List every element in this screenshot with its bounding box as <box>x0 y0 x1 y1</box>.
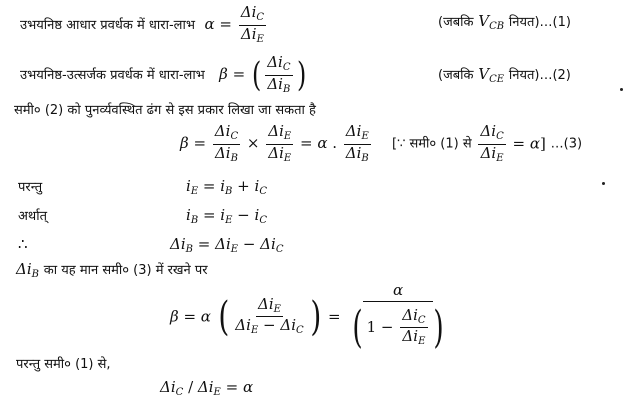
line-4-equation: β = $\frac{\Delta i_C}{\Delta i_B}$ × $\frac{\Delta i_E}{\Delta i_E}$ = α . $\frac{\Delta i_E}{\Delta i_B}$ <box>180 122 369 164</box>
line-5: परन्तु <box>18 180 43 195</box>
line-2-condition: (जबकि $V_{CE}$ नियत)…(2) <box>438 65 571 85</box>
line-2: उभयनिष्ठ-उत्सर्जक प्रवर्धक में धारा-लाभ β = ( $\frac{\Delta i_C}{\Delta i_B}$ ) <box>20 53 306 95</box>
line-1-text: उभयनिष्ठ आधार प्रवर्धक में धारा-लाभ <box>20 18 195 33</box>
line-6-eq: $i_B = i_E - i_C$ <box>186 206 267 226</box>
beta-eq: β = <box>209 65 246 83</box>
line-11-eq: $\Delta i_C / \Delta i_E = \alpha$ <box>160 378 254 398</box>
line-9-equation: β = α ( $\frac{\Delta i_E}{\Delta i_E - \Delta i_C}$ ) = α ( 1 − $\frac{\Delta i_C}{\Delta i_E}$ ) <box>170 281 444 353</box>
line-10: परन्तु समी० (1) से, <box>16 357 111 372</box>
fraction-dic-dib: $\frac{\Delta i_C}{\Delta i_B}$ <box>267 53 291 95</box>
line-7-eq: $\Delta i_B = \Delta i_E - \Delta i_C$ <box>170 235 284 255</box>
line-3: समी० (2) को पुनर्व्यवस्थित ढंग से इस प्रकार लिखा जा सकता है <box>14 103 316 118</box>
line-4-note: [∵ समी० (1) से $\frac{\Delta i_C}{\Delta i_E}$ = α] …(3) <box>392 122 583 164</box>
scan-dot <box>602 182 605 185</box>
line-6: अर्थात् <box>18 209 48 224</box>
line-7: ∴ <box>18 235 28 253</box>
line-8: $\Delta i_B$ का यह मान समी० (3) में रखने पर <box>16 260 208 280</box>
line-1 <box>20 5 268 45</box>
alpha-eq: α = <box>199 15 232 33</box>
line-2-text: उभयनिष्ठ-उत्सर्जक प्रवर्धक में धारा-लाभ <box>20 68 205 83</box>
scan-dot <box>620 88 623 91</box>
fraction-dic-die: $\frac{\Delta i_C}{\Delta i_E}$ <box>240 3 265 45</box>
line-5-eq: $i_E = i_B + i_C$ <box>186 177 267 197</box>
line-1-condition: (जबकि $V_{CB}$ नियत)…(1) <box>438 12 571 32</box>
